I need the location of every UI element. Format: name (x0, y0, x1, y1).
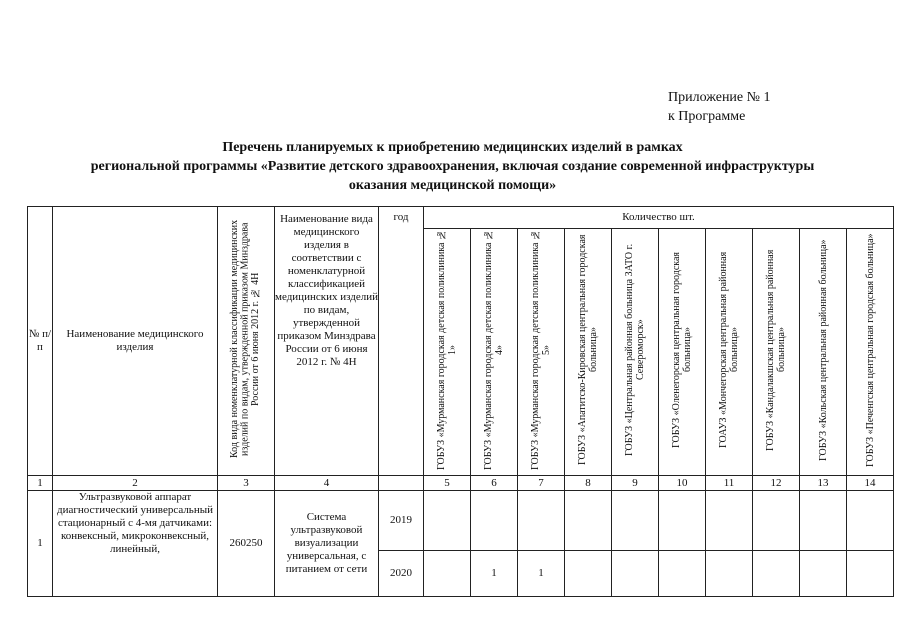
header-org-1 (424, 229, 471, 476)
column-number: 6 (471, 476, 518, 491)
qty-cell (847, 551, 894, 597)
table-row (28, 491, 894, 551)
year-cell: 2020 (379, 551, 424, 597)
header-org-8 (753, 229, 800, 476)
qty-cell (800, 551, 847, 597)
row-number: 1 (28, 491, 53, 597)
org-label: ГОБУЗ «Оленегорская центральная городская больница» (671, 252, 693, 449)
org-label: ГОБУЗ «Апатитско-Кировская центральная городская больница» (577, 234, 599, 466)
qty-cell (424, 491, 471, 551)
org-label: ГОБУЗ «Центральная районная больница ЗАТО г. Североморск» (624, 243, 646, 457)
column-number: 10 (659, 476, 706, 491)
device-code: 260250 (218, 491, 275, 597)
column-number: 7 (518, 476, 565, 491)
header-org-7 (706, 229, 753, 476)
header-quantity: Количество шт. (424, 207, 894, 229)
org-label: ГОБУЗ «Кандалакшская центральная районная больница» (765, 249, 787, 451)
org-label: ГОБУЗ «Мурманская городская детская поликлиника № 1» (436, 229, 458, 471)
qty-cell: 1 (518, 551, 565, 597)
appendix-line-2: к Программе (668, 109, 746, 124)
header-code (218, 207, 275, 476)
qty-cell (612, 551, 659, 597)
qty-cell: 1 (471, 551, 518, 597)
header-org-5 (612, 229, 659, 476)
org-label: ГОБУЗ «Мурманская городская детская поликлиника № 4» (483, 229, 505, 471)
qty-cell (847, 491, 894, 551)
qty-cell (565, 491, 612, 551)
qty-cell (800, 491, 847, 551)
title-line-2: региональной программы «Развитие детского здравоохранения, включая создание современной инфраструктуры (90, 159, 815, 174)
header-org-9 (800, 229, 847, 476)
qty-cell (706, 491, 753, 551)
header-code-text: Код вида номенклатурной классификации медицинских изделий по видам, утвержденной приказом Минздрава России от 6 июня 2012 г. № 4Н (229, 219, 262, 459)
column-number: 2 (53, 476, 218, 491)
org-label: ГОБУЗ «Печенгская центральная городская больница» (864, 233, 876, 467)
column-number: 3 (218, 476, 275, 491)
column-number: 4 (275, 476, 379, 491)
device-kind: Система ультразвуковой визуализации универсальная, с питанием от сети (275, 491, 379, 597)
qty-cell (753, 551, 800, 597)
qty-cell (424, 551, 471, 597)
column-numbers-row (28, 476, 894, 491)
title-line-1: Перечень планируемых к приобретению медицинских изделий в рамках (222, 140, 683, 155)
header-org-6 (659, 229, 706, 476)
qty-cell (706, 551, 753, 597)
qty-cell (518, 491, 565, 551)
header-org-10 (847, 229, 894, 476)
appendix-line-1: Приложение № 1 (668, 90, 771, 105)
column-number: 11 (706, 476, 753, 491)
devices-table (27, 206, 894, 597)
header-org-4 (565, 229, 612, 476)
header-org-3 (518, 229, 565, 476)
org-label: ГОБУЗ «Кольская центральная районная больница» (817, 239, 829, 461)
device-name: Ультразвуковой аппарат диагностический универсальный стационарный с 4-мя датчиками: конвексный, микроконвексный, линейный, (53, 491, 218, 597)
qty-cell (659, 491, 706, 551)
header-kind: Наименование вида медицинского изделия в соответствии с номенклатурной классификацией медицинских изделий по видам, утвержденной приказом Минздрава России от 6 июня 2012 г. № 4Н (275, 207, 379, 476)
org-label: ГОАУЗ «Мончегорская центральная районная больница» (718, 251, 740, 449)
header-num: № п/п (28, 207, 53, 476)
year-cell: 2019 (379, 491, 424, 551)
title-line-3: оказания медицинской помощи» (348, 178, 557, 193)
header-name: Наименование медицинского изделия (53, 207, 218, 476)
column-number: 1 (28, 476, 53, 491)
header-org-2 (471, 229, 518, 476)
column-number: 14 (847, 476, 894, 491)
qty-cell (565, 551, 612, 597)
org-label: ГОБУЗ «Мурманская городская детская поликлиника № 5» (530, 229, 552, 471)
column-number (379, 476, 424, 491)
document-title (0, 138, 905, 195)
qty-cell (471, 491, 518, 551)
column-number: 5 (424, 476, 471, 491)
column-number: 8 (565, 476, 612, 491)
column-number: 9 (612, 476, 659, 491)
qty-cell (659, 551, 706, 597)
qty-cell (753, 491, 800, 551)
column-number: 13 (800, 476, 847, 491)
column-number: 12 (753, 476, 800, 491)
qty-cell (612, 491, 659, 551)
appendix-note (668, 88, 771, 126)
header-year: год (379, 207, 424, 476)
